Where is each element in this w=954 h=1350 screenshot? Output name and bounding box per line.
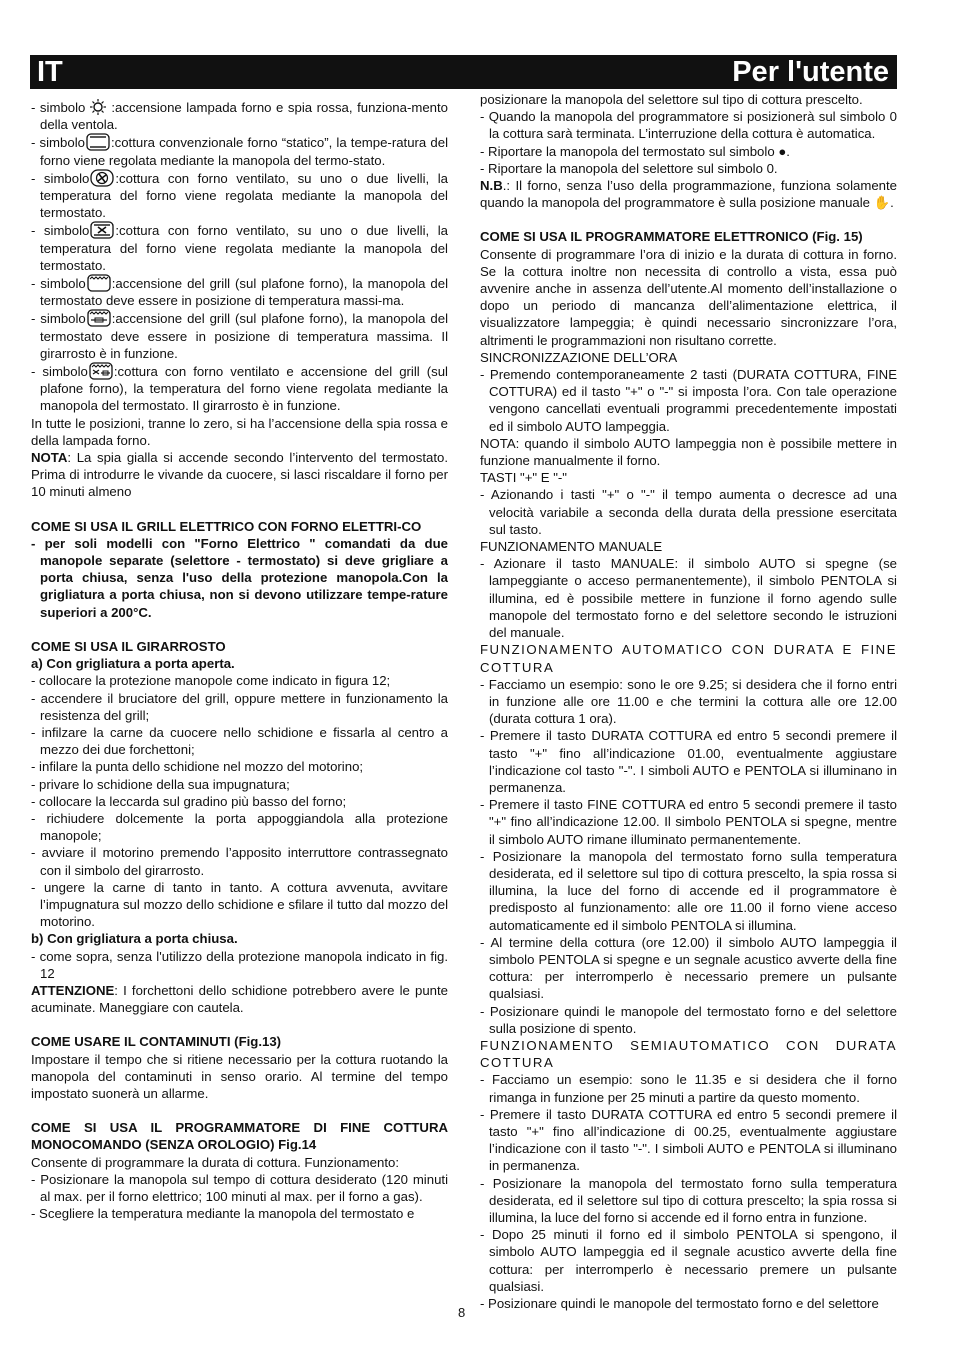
list-item: - Facciamo un esempio: sono le 11.35 e si desidera che il forno rimanga in funzione per 25 minuti a partire da questo momento. — [480, 1072, 897, 1105]
fan-icon — [90, 169, 114, 187]
symbol-description: :cottura con forno ventilato, su uno o due livelli, la temperatura del forno viene regolata mediante la manopola del termostato. — [40, 223, 448, 273]
paragraph: In tutte le posizioni, tranne lo zero, si ha l’accensione della spia rossa e della lampada forno. — [31, 415, 448, 448]
note-label: ATTENZIONE — [31, 982, 115, 998]
list-item: - Scegliere la temperatura mediante la manopola del termostato e — [31, 1206, 415, 1222]
page-number: 8 — [458, 1305, 466, 1320]
note-text: : La spia gialla si accende secondo l’intervento del termostato. Prima di introdurre le vivande da cuocere, si lasci riscaldare il forno per 10 minuti almeno — [31, 450, 448, 500]
list-item: - privare lo schidione della sua impugnatura; — [31, 776, 290, 792]
left-column — [31, 98, 448, 1222]
symbol-prefix: - simbolo — [31, 170, 90, 186]
list-item: - Premere il tasto DURATA COTTURA ed entro 5 secondi premere il tasto "+" fino all’indicazione 01.00, eventualmente aggiustare l’indicazione col tasto "-". I simboli AUTO e PENTOLA si illuminano in permanenza. — [480, 728, 897, 795]
paragraph: Consente di programmare la durata di cottura. Funzionamento: — [31, 1154, 399, 1170]
list-item: - Posizionare la manopola sul tempo di cottura desiderato (120 minuti al max. per il forno elettrico; 100 minuti al max. per il forno a gas). — [31, 1171, 448, 1204]
section-heading: - per soli modelli con "Forno Elettrico " comandati da due manopole separate (selettore - termostato) si deve grigliare a porta chiusa, senza l'uso della protezione manopola.Con la grigliatura a porta chiusa, non si devono utilizzare tempe-rature superiori a 200°C. — [31, 535, 448, 620]
symbol-item — [31, 362, 448, 415]
list-item: posizionare la manopola del selettore sul tipo di cottura prescelto. — [480, 92, 863, 107]
section-heading: COME SI USA IL PROGRAMMATORE DI FINE COTTURA MONOCOMANDO (SENZA OROLOGIO) Fig.14 — [31, 1120, 448, 1153]
note-paragraph — [480, 177, 897, 211]
symbol-item — [31, 309, 448, 362]
list-item: - come sopra, senza l'utilizzo della protezione manopola indicato in fig. 12 — [31, 948, 448, 981]
list-item: - Facciamo un esempio: sono le ore 9.25; si desidera che il forno entri in funzione alle ore 11.00 e che termini la cottura alle ore 12.00 (durata cottura 1 ora). — [480, 676, 897, 727]
section-heading: COME SI USA IL GRILL ELETTRICO CON FORNO ELETTRI-CO — [31, 518, 422, 534]
symbol-prefix: - simbolo — [31, 311, 86, 327]
list-item: - Al termine della cottura (ore 12.00) il simbolo AUTO lampeggia il simbolo PENTOLA si spegne e un segnale acustico avverte della fine cottura: per interromperlo è necessario premere un pulsante qualsiasi. — [480, 934, 897, 1002]
note-label: N.B — [480, 178, 503, 194]
symbol-description: :cottura convenzionale forno “statico”, la tempe-ratura del forno viene regolata mediante la manopola del termo-stato. — [40, 135, 448, 168]
section-heading: b) Con grigliatura a porta chiusa. — [31, 931, 238, 947]
symbol-item — [31, 133, 448, 168]
symbol-description: :accensione lampada forno e spia rossa, funziona-mento della ventola. — [40, 100, 448, 133]
language-code: IT — [37, 56, 63, 88]
right-column — [480, 91, 897, 1312]
list-item: - Azionando i tasti "+" o "-" il tempo aumenta o decresce ad una velocità variabile a seconda della durata della pressione esercitata sul tasto. — [480, 487, 897, 537]
symbol-item — [31, 98, 448, 133]
symbol-item — [31, 221, 448, 274]
paragraph: NOTA: quando il simbolo AUTO lampeggia non è possibile mettere in funzione manualmente il forno. — [480, 435, 897, 469]
list-item: - Posizionare la manopola del termostato forno sulla temperatura desiderata, ed il selettore sul tipo di cottura prescelto; la spia rossa si illumina, la luce del forno si accende ed il forno entra in funzione. — [480, 1175, 897, 1225]
list-item: - Posizionare la manopola del termostato forno sulla temperatura desiderata, ed il selettore sul tipo di cottura prescelto, la spia rossa si illumina, la luce del forno di accende ed il programmatore è predisposto al funzionamento: alle ore 11.00 il forno viene acceso automaticamente ed il simbolo PENTOLA si illumina. — [480, 848, 897, 933]
list-item: - Posizionare quindi le manopole del termostato forno e del selettore — [480, 1296, 879, 1312]
list-item: - Dopo 25 minuti il forno ed il simbolo PENTOLA si spengono, il simbolo AUTO lampeggia ed il segnale acustico avverte della fine cottura: per interromperlo è necessario premere un pulsante qualsiasi. — [480, 1227, 897, 1294]
paragraph: FUNZIONAMENTO MANUALE — [480, 539, 663, 555]
lamp-icon — [86, 98, 110, 116]
list-item: - Azionare il tasto MANUALE: il simbolo AUTO si spegne (se lampeggiante o acceso permanentemente), il simbolo PENTOLA si illumina, ed è possibile mettere in funzione il forno agendo sulle manopole del termostato forno e del selettore secondo le istruzioni del manuale. — [480, 556, 897, 641]
list-item: - richiudere dolcemente la porta appoggiandola alla protezione manopole; — [31, 810, 448, 844]
paragraph: Consente di programmare l’ora di inizio e la durata di cottura in forno. Se la cottura inoltre non necessita di controllo a vista, essa può avvenire anche in assenza dell’utente.Al momento dell’installazione o dopo un periodo di mancanza dell’alimentazione elettrica, il visualizzatore lampeggia; è quindi necessario sincronizzare l’ora, altrimenti le programmazioni non risultano corrette. — [480, 246, 897, 348]
symbol-prefix: - simbolo — [31, 276, 86, 292]
list-item: - Premere il tasto FINE COTTURA ed entro 5 secondi premere il tasto "+" fino all’indicazione 12.00. Il simbolo PENTOLA si spegne, mentre il simbolo AUTO rimane illuminato permanentemente. — [480, 797, 897, 847]
list-item: - infilzare la carne da cuocere nello schidione e fissarla al centro a mezzo dei due forchettoni; — [31, 724, 448, 758]
paragraph: FUNZIONAMENTO AUTOMATICO CON DURATA E FINE COTTURA — [480, 642, 897, 675]
list-item: - avviare il motorino premendo l’apposito interruttore contrassegnato con il simbolo del girarrosto. — [31, 845, 448, 878]
list-item: - Riportare la manopola del selettore sul simbolo 0. — [480, 160, 778, 176]
symbol-prefix: - simbolo — [31, 223, 90, 239]
symbol-item — [31, 274, 448, 309]
section-heading: COME SI USA IL GIRARROSTO — [31, 638, 226, 654]
list-item: - collocare la protezione manopole come indicato in figura 12; — [31, 673, 391, 689]
note-text: : I forchettoni dello schidione potrebbero avere le punte acuminate. Maneggiare con cautela. — [31, 982, 448, 1016]
fan-elements-icon — [90, 221, 114, 239]
list-item: - collocare la leccarda sul gradino più basso del forno; — [31, 793, 347, 809]
grill-rotisserie-icon — [87, 309, 111, 327]
paragraph-gap — [31, 621, 448, 638]
list-item: - Quando la manopola del programmatore si posizionerà sul simbolo 0 la cottura sarà terminata. L’interruzione della cottura è automatica. — [480, 109, 897, 142]
note-text: .: Il forno, senza l’uso della programmazione, funziona solamente quando la manopola del programmatore è sulla posizione manuale ✋. — [480, 178, 897, 211]
symbol-prefix: - simbolo — [31, 135, 85, 151]
paragraph: Impostare il tempo che si ritiene necessario per la cottura ruotando la manopola del contaminuti in senso orario. Al termine del tempo impostato suonerà un allarme. — [31, 1051, 448, 1101]
grill-icon — [87, 274, 111, 292]
paragraph: FUNZIONAMENTO SEMIAUTOMATICO CON DURATA COTTURA — [480, 1037, 897, 1071]
symbol-prefix: - simbolo — [31, 364, 88, 380]
page-header — [30, 55, 897, 89]
fan-grill-rotisserie-icon — [89, 362, 113, 380]
paragraph: TASTI "+" E "-" — [480, 470, 567, 486]
list-item: - Posizionare quindi le manopole del termostato forno e del selettore sulla posizione di spento. — [480, 1003, 897, 1036]
page-title: Per l'utente — [732, 56, 889, 88]
paragraph-gap — [480, 211, 897, 228]
note-label: NOTA — [31, 450, 68, 466]
list-item: - Riportare la manopola del termostato sul simbolo ●. — [480, 143, 790, 159]
symbol-description: :cottura con forno ventilato e accensione del grill (sul plafone forno), la temperatura del forno viene regolata mediante la manopola del termostato. Il girarrosto è in funzione. — [40, 364, 448, 414]
paragraph-gap — [31, 1016, 448, 1033]
paragraph-gap — [31, 1102, 448, 1119]
section-heading: COME SI USA IL PROGRAMMATORE ELETTRONICO (Fig. 15) — [480, 229, 863, 245]
symbol-description: :cottura con forno ventilato, su uno o due livelli, la temperatura del forno viene regolata mediante la manopola del termostato. — [40, 170, 448, 221]
list-item: - Premere il tasto DURATA COTTURA ed entro 5 secondi premere il tasto "+" fino all’indicazione di 00.25, eventualmente aggiustare l’indicazione con il tasto "-". I simboli AUTO e PENTOLA si illuminano in permanenza. — [480, 1106, 897, 1174]
note-paragraph — [31, 982, 448, 1016]
list-item: - ungere la carne di tanto in tanto. A cottura avvenuta, avvitare l’impugnatura sul mozzo dello schidione e sfilare il tutto dal mozzo del motorino. — [31, 879, 448, 930]
symbol-description: :accensione del grill (sul plafone forno), la manopola del termostato deve essere in posizione di temperatura massima. Il girarrosto è in funzione. — [40, 311, 449, 361]
list-item: - infilare la punta dello schidione nel mozzo del motorino; — [31, 759, 364, 775]
section-heading: COME USARE IL CONTAMINUTI (Fig.13) — [31, 1034, 282, 1050]
list-item: - Premendo contemporaneamente 2 tasti (DURATA COTTURA, FINE COTTURA) ed il tasto "+" o "-" si imposta l’ora. Con tale operazione vengono cancellati eventuali programmi precedentemente impostati ed il simbolo AUTO lampeggia. — [480, 367, 897, 434]
section-heading: a) Con grigliatura a porta aperta. — [31, 656, 235, 672]
list-item: - accendere il bruciatore del grill, oppure mettere in funzionamento la resistenza del grill; — [31, 690, 448, 723]
symbol-item — [31, 169, 448, 222]
paragraph: SINCRONIZZAZIONE DELL’ORA — [480, 349, 678, 365]
paragraph-gap — [31, 501, 448, 518]
symbol-description: :accensione del grill (sul plafone forno), la manopola del termostato deve essere in posizione di temperatura massi-ma. — [40, 276, 449, 309]
static-oven-icon — [86, 133, 110, 151]
note-paragraph — [31, 449, 448, 501]
symbol-prefix: - simbolo — [31, 100, 86, 115]
